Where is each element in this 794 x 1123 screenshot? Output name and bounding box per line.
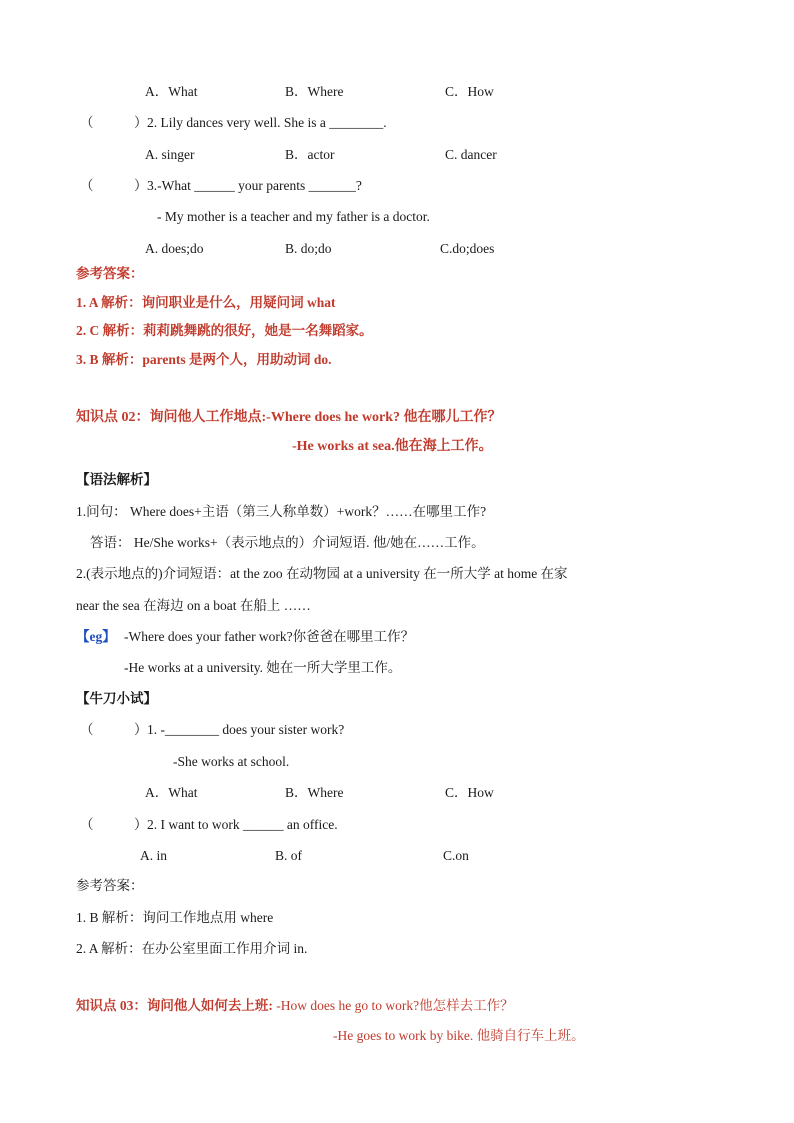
kp02-heading: 知识点 02：询问他人工作地点:-Where does he work? 他在哪儿工作？	[76, 410, 502, 425]
answers2-item-2: 2. A 解析：在办公室里面工作用介词 in.	[76, 941, 308, 956]
q3-option-b: B. do;do	[285, 241, 332, 256]
practice-q1-blank: （ ）	[80, 722, 148, 737]
kp02-answer: -He works at sea.他在海上工作。	[292, 439, 493, 454]
eg-line-2: -He works at a university. 她在一所大学里工作。	[124, 660, 402, 675]
practice-q2-option-b: B. of	[275, 848, 302, 863]
practice-q2-blank: （ ）	[80, 817, 148, 832]
practice-q2-option-c: C.on	[443, 848, 469, 863]
answers1-item-2: 2. C 解析：莉莉跳舞跳的很好，她是一名舞蹈家。	[76, 323, 373, 338]
q3-option-a: A. does;do	[145, 241, 204, 256]
eg-tag: 【eg】	[76, 629, 116, 644]
q3-answer-blank: （ ）	[80, 178, 148, 193]
q2-text: 2. Lily dances very well. She is a ________.	[147, 115, 387, 130]
kp03-question: -How does he go to work?他怎样去工作？	[272, 998, 514, 1013]
q2-option-b: B．actor	[285, 147, 335, 162]
q2-option-a: A. singer	[145, 147, 195, 162]
q2-answer-blank: （ ）	[80, 115, 148, 130]
kp03-heading	[76, 997, 514, 1015]
grammar-line-1: 1.问句： Where does+主语（第三人称单数）+work？……在哪里工作?	[76, 504, 487, 519]
answers1-title: 参考答案：	[76, 266, 144, 281]
practice-q1-text: 1. -________ does your sister work?	[147, 722, 345, 737]
grammar-title: 【语法解析】	[76, 472, 157, 487]
q2-option-c: C. dancer	[445, 147, 497, 162]
q1-option-c: C．How	[445, 84, 494, 99]
practice-title: 【牛刀小试】	[76, 691, 157, 706]
answers2-title: 参考答案：	[76, 878, 144, 893]
practice-q2-text: 2. I want to work ______ an office.	[147, 817, 338, 832]
q3-option-c: C.do;does	[440, 241, 495, 256]
practice-q1-option-b: B．Where	[285, 785, 344, 800]
answers1-item-1: 1. A 解析：询问职业是什么，用疑问词 what	[76, 295, 336, 310]
answers2-item-1: 1. B 解析：询问工作地点用 where	[76, 910, 274, 925]
grammar-line-3: 2.(表示地点的)介词短语：at the zoo 在动物园 at a university 在一所大学 at home 在家	[76, 566, 568, 581]
q3-reply: - My mother is a teacher and my father is a doctor.	[157, 209, 430, 224]
practice-q1-reply: -She works at school.	[173, 754, 290, 769]
kp03-answer: -He goes to work by bike. 他骑自行车上班。	[333, 1028, 585, 1043]
answers1-item-3: 3. B 解析：parents 是两个人，用助动词 do.	[76, 352, 332, 367]
q1-option-a: A．What	[145, 84, 198, 99]
q3-text: 3.-What ______ your parents _______?	[147, 178, 362, 193]
grammar-line-2: 答语： He/She works+（表示地点的）介词短语. 他/她在……工作。	[90, 535, 485, 550]
practice-q2-option-a: A. in	[140, 848, 167, 863]
practice-q1-option-a: A．What	[145, 785, 198, 800]
grammar-line-4: near the sea 在海边 on a boat 在船上 ……	[76, 598, 311, 613]
eg-line-1: -Where does your father work?你爸爸在哪里工作？	[124, 629, 415, 644]
q1-option-b: B．Where	[285, 84, 344, 99]
kp03-label: 知识点 03：询问他人如何去上班:	[76, 998, 273, 1013]
practice-q1-option-c: C．How	[445, 785, 494, 800]
